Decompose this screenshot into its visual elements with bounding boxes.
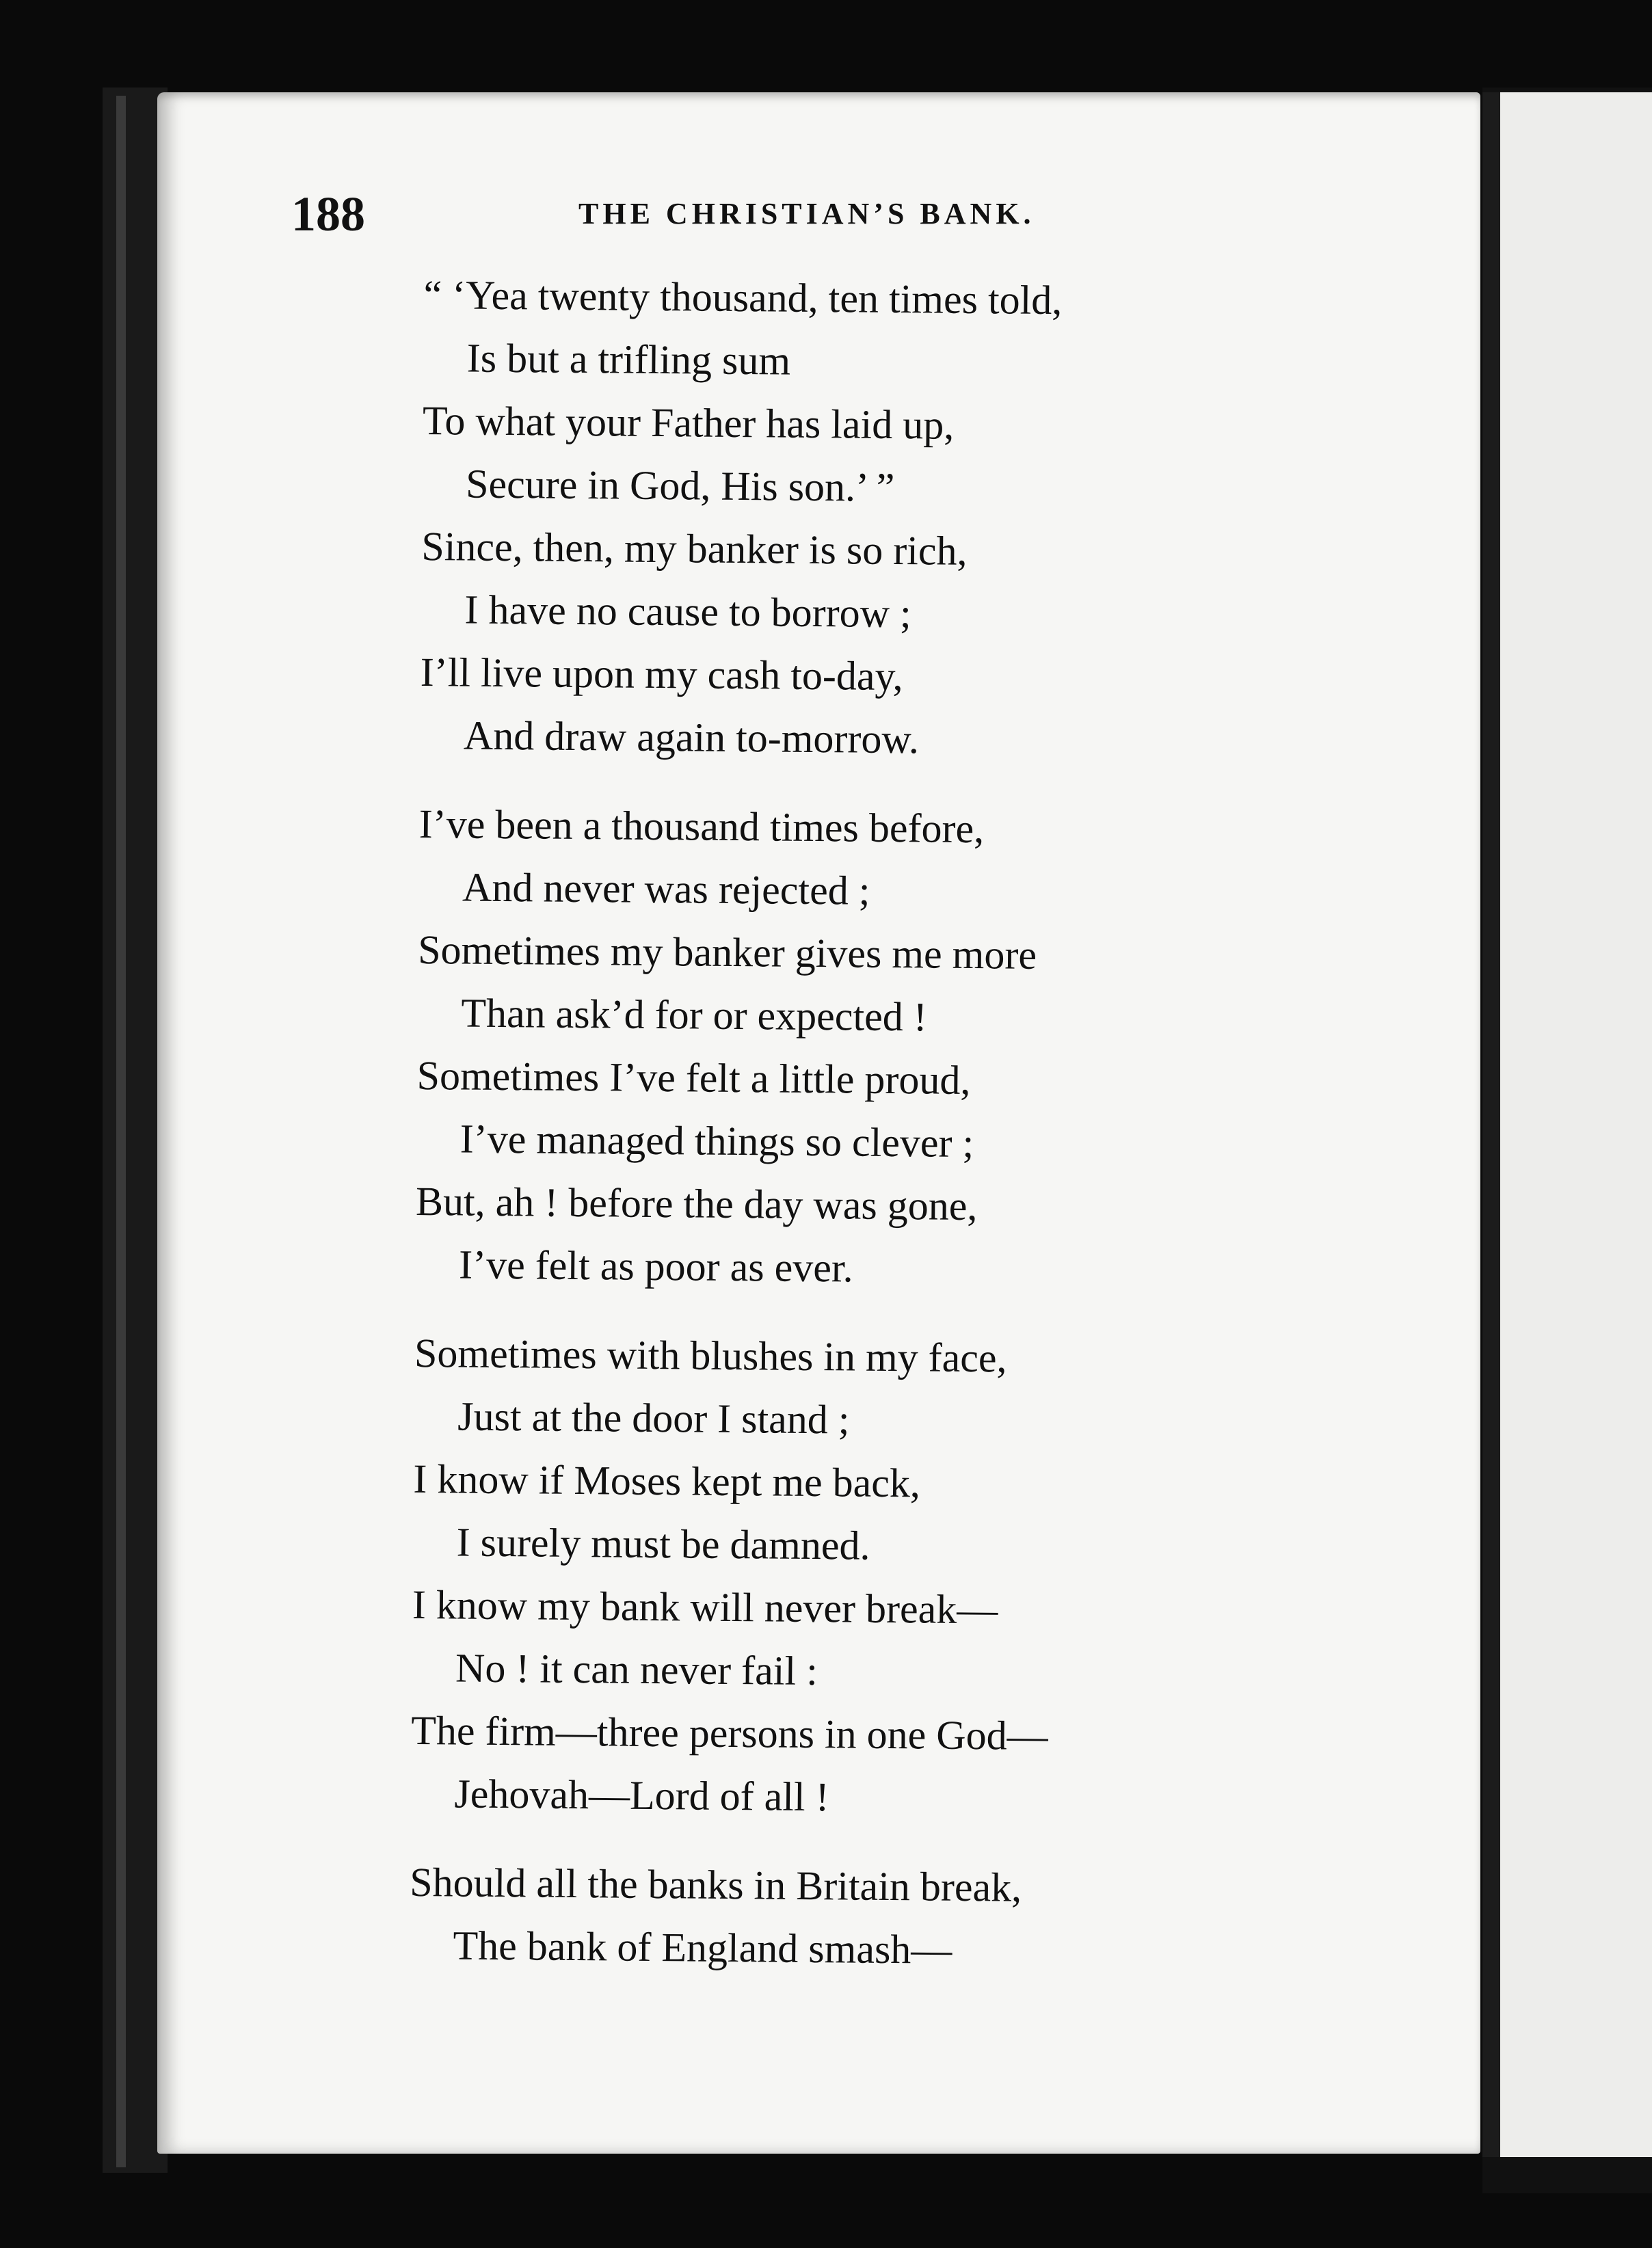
poem-line: Just at the door I stand ; bbox=[457, 1393, 850, 1443]
page-header bbox=[291, 183, 1098, 245]
poem-line: But, ah ! before the day was gone, bbox=[415, 1178, 978, 1229]
poem-line: Than ask’d for or expected ! bbox=[461, 990, 928, 1040]
poem-line: Sometimes I’ve felt a little proud, bbox=[416, 1052, 971, 1103]
poem-line: The bank of England smash— bbox=[453, 1923, 952, 1972]
stanza bbox=[410, 1322, 1235, 1832]
poem-line: Should all the banks in Britain break, bbox=[410, 1859, 1022, 1910]
facing-page bbox=[1491, 92, 1652, 2157]
poem-line: Sometimes my banker gives me more bbox=[417, 926, 1037, 978]
page-number: 188 bbox=[291, 187, 365, 241]
poem-line: Jehovah—Lord of all ! bbox=[454, 1771, 829, 1820]
poem-line: Sometimes with blushes in my face, bbox=[414, 1330, 1007, 1381]
stanza bbox=[409, 1851, 1231, 1983]
poem-line: No ! it can never fail : bbox=[455, 1645, 818, 1694]
running-title: THE CHRISTIAN’S BANK. bbox=[578, 197, 1035, 230]
poem-line: Since, then, my banker is so rich, bbox=[421, 523, 968, 574]
poem-line: To what your Father has laid up, bbox=[422, 397, 955, 448]
poem-line: I’ve been a thousand times before, bbox=[418, 801, 985, 852]
poem-line: Is but a trifling sum bbox=[466, 335, 791, 384]
spine-edge-highlight bbox=[116, 96, 126, 2167]
poem-line: Secure in God, His son.’ ” bbox=[465, 461, 895, 511]
poem-line: I have no cause to borrow ; bbox=[464, 587, 911, 637]
poem-line: I’ll live upon my cash to-day, bbox=[420, 649, 903, 699]
poem-line: I’ve felt as poor as ever. bbox=[458, 1242, 853, 1291]
poem-body bbox=[409, 263, 1244, 2009]
stanza bbox=[415, 792, 1240, 1302]
poem-line: “ ‘Yea twenty thousand, ten times told, bbox=[423, 271, 1063, 323]
stanza bbox=[420, 263, 1244, 773]
poem-line: I know my bank will never break— bbox=[412, 1581, 998, 1633]
facing-page-shadow bbox=[1482, 92, 1500, 2157]
poem-line: The firm—three persons in one God— bbox=[410, 1707, 1048, 1759]
poem-line: I know if Moses kept me back, bbox=[413, 1456, 921, 1506]
poem-line: And draw again to-morrow. bbox=[463, 712, 920, 762]
poem-line: I’ve managed things so clever ; bbox=[459, 1116, 974, 1166]
poem-line: I surely must be damned. bbox=[456, 1519, 870, 1568]
poem-line: And never was rejected ; bbox=[462, 864, 870, 913]
